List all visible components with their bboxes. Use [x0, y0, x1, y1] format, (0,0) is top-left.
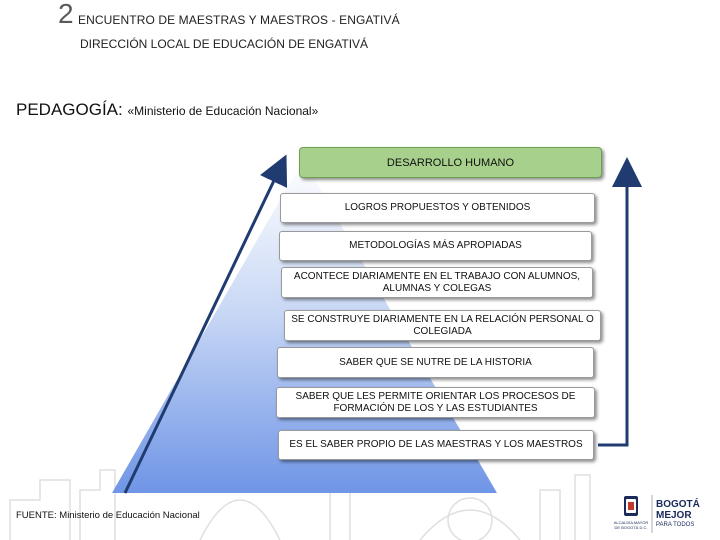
bogota-logo: [612, 493, 712, 535]
logo-line2: MEJOR: [656, 510, 692, 521]
logo-line1: BOGOTÁ: [656, 499, 700, 510]
event-number: 2: [58, 0, 74, 29]
event-title: ENCUENTRO DE MAESTRAS Y MAESTROS - ENGATIVÁ: [78, 13, 400, 27]
right-arrow: [598, 172, 627, 445]
source-note: FUENTE: Ministerio de Educación Nacional: [16, 510, 200, 521]
section-source: «Ministerio de Educación Nacional»: [127, 104, 319, 118]
pyramid-top-box: DESARROLLO HUMANO: [299, 147, 602, 178]
pyramid-level-1: LOGROS PROPUESTOS Y OBTENIDOS: [280, 193, 595, 223]
alcaldia-text-2: DE BOGOTÁ D.C.: [614, 525, 648, 530]
pyramid-level-6: SABER QUE LES PERMITE ORIENTAR LOS PROCESOS DE FORMACIÓN DE LOS Y LAS ESTUDIANTES: [276, 387, 595, 418]
event-subtitle: DIRECCIÓN LOCAL DE EDUCACIÓN DE ENGATIVÁ: [80, 37, 369, 51]
coat-of-arms-icon: [624, 496, 638, 516]
logo-line3: PARA TODOS: [656, 522, 695, 528]
section-label: PEDAGOGÍA:: [16, 100, 123, 119]
pyramid-level-7: ES EL SABER PROPIO DE LAS MAESTRAS Y LOS MAESTROS: [278, 430, 594, 460]
pyramid-level-3: ACONTECE DIARIAMENTE EN EL TRABAJO CON ALUMNOS, ALUMNAS Y COLEGAS: [281, 267, 593, 298]
pyramid-level-5: SABER QUE SE NUTRE DE LA HISTORIA: [277, 347, 594, 378]
pyramid-level-4: SE CONSTRUYE DIARIAMENTE EN LA RELACIÓN PERSONAL O COLEGIADA: [284, 310, 601, 341]
alcaldia-text: ALCALDÍA MAYOR: [613, 520, 649, 525]
pyramid-level-2: METODOLOGÍAS MÁS APROPIADAS: [279, 231, 592, 261]
